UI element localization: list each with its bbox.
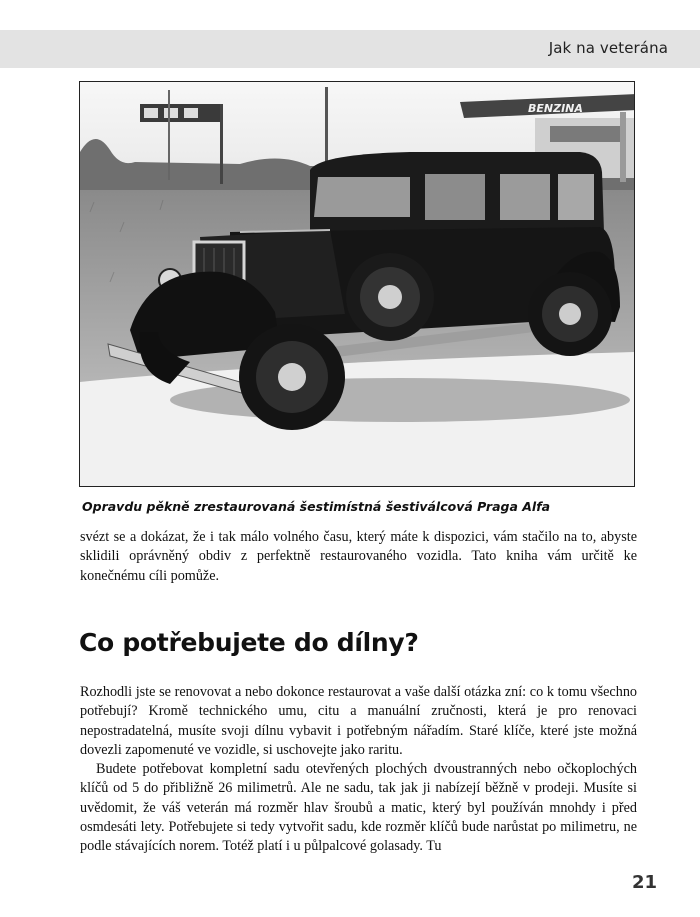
running-header-title: Jak na veterána (548, 39, 668, 57)
running-header (0, 30, 700, 68)
svg-text:BENZINA: BENZINA (528, 102, 583, 115)
paragraph-wrenches: Budete potřebovat kompletní sadu otevřených plochých dvoustranných nebo očkoplochých klíčů od 5 do přibližně 26 milimetrů. Ale ne sadu, tak jak ji nabízejí běžně v prodeji. Musíte si uvědomit, že váš veterán má rozměr hlav šroubů a matic, který byl používán mnohdy i před osmdesáti lety. Potřebujete si tedy vytvořit sadu, kde rozměr klíčů bude narůstat po milimetru, ne podle stávajících norem. Totéž platí i u půlpalcové golasady. Tu (80, 761, 637, 855)
paragraph-workshop: Rozhodli jste se renovovat a nebo dokonce restaurovat a vaše další otázka zní: co k tomu všechno potřebují? Kromě technického umu, citu a manuální zručnosti, která je pro renovaci nepostradatelná, musíte svoji dílnu vybavit i potřebným nářadím. Staré klíče, které jste možná dovezli zapomenuté ve vozidle, si uschovejte jako raritu. (80, 684, 637, 758)
paragraph-intro: svézt se a dokázat, že i tak málo volného času, který máte k dispozici, vám stačilo na to, abyste sklidili oprávněný obdiv z perfektně restaurovaného vozidla. Tato kniha vám určitě ke konečnému cíli pomůže. (80, 529, 637, 584)
gas-station-sign (528, 102, 583, 115)
section-heading: Co potřebujete do dílny? (79, 628, 419, 657)
car-photo (79, 81, 635, 487)
photo-caption: Opravdu pěkně zrestaurovaná šestimístná šestiválcová Praga Alfa (82, 499, 551, 514)
page-number: 21 (631, 872, 657, 893)
